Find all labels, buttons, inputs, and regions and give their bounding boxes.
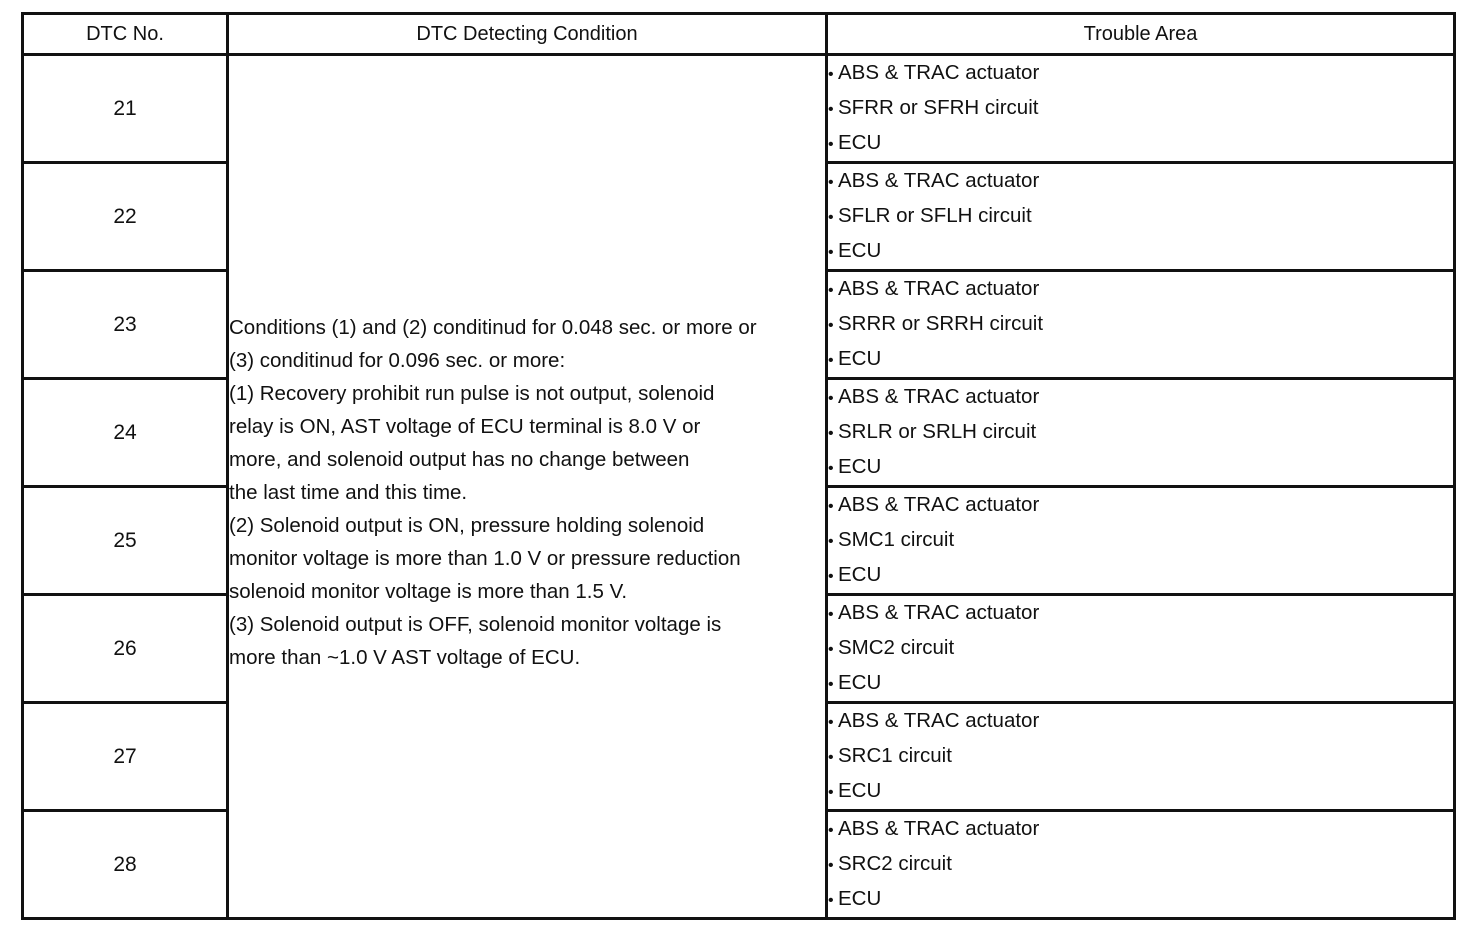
trouble-area-item: • ABS & TRAC actuator bbox=[828, 596, 1453, 631]
trouble-area-item: • ECU bbox=[828, 666, 1453, 701]
dtc-code: 28 bbox=[23, 811, 228, 919]
trouble-area-cell bbox=[827, 163, 1455, 271]
dtc-code: 23 bbox=[23, 271, 228, 379]
trouble-area-item: • SMC1 circuit bbox=[828, 523, 1453, 558]
trouble-area-item: • ECU bbox=[828, 126, 1453, 161]
bullet-icon: • bbox=[828, 282, 834, 299]
trouble-area-item: • ECU bbox=[828, 558, 1453, 593]
condition-line: relay is ON, AST voltage of ECU terminal is 8.0 V or bbox=[229, 415, 701, 438]
condition-line: (1) Recovery prohibit run pulse is not output, solenoid bbox=[229, 382, 715, 405]
condition-line: Conditions (1) and (2) conditinud for 0.048 sec. or more or bbox=[229, 316, 757, 339]
dtc-code: 21 bbox=[23, 55, 228, 163]
trouble-area-item: • ABS & TRAC actuator bbox=[828, 488, 1453, 523]
dtc-code: 24 bbox=[23, 379, 228, 487]
trouble-area-item: • SRLR or SRLH circuit bbox=[828, 415, 1453, 450]
bullet-icon: • bbox=[828, 317, 834, 334]
trouble-area-item: • ABS & TRAC actuator bbox=[828, 380, 1453, 415]
bullet-icon: • bbox=[828, 857, 834, 874]
trouble-area-item: • SRC1 circuit bbox=[828, 739, 1453, 774]
trouble-area-item: • ECU bbox=[828, 234, 1453, 269]
bullet-icon: • bbox=[828, 892, 834, 909]
trouble-area-item: • SRC2 circuit bbox=[828, 847, 1453, 882]
dtc-code: 27 bbox=[23, 703, 228, 811]
trouble-area-item: • ABS & TRAC actuator bbox=[828, 812, 1453, 847]
bullet-icon: • bbox=[828, 641, 834, 658]
condition-line: more, and solenoid output has no change between bbox=[229, 448, 690, 471]
condition-line: more than ~1.0 V AST voltage of ECU. bbox=[229, 646, 581, 669]
bullet-icon: • bbox=[828, 460, 834, 477]
trouble-area-item: • ABS & TRAC actuator bbox=[828, 56, 1453, 91]
dtc-code: 26 bbox=[23, 595, 228, 703]
trouble-area-item: • ECU bbox=[828, 774, 1453, 809]
table-row bbox=[23, 55, 1455, 163]
bullet-icon: • bbox=[828, 676, 834, 693]
bullet-icon: • bbox=[828, 498, 834, 515]
trouble-area-item: • ABS & TRAC actuator bbox=[828, 272, 1453, 307]
bullet-icon: • bbox=[828, 749, 834, 766]
trouble-area-cell bbox=[827, 595, 1455, 703]
trouble-area-cell bbox=[827, 271, 1455, 379]
bullet-icon: • bbox=[828, 66, 834, 83]
condition-line: (2) Solenoid output is ON, pressure holding solenoid bbox=[229, 514, 705, 537]
detecting-condition-cell bbox=[228, 55, 827, 919]
bullet-icon: • bbox=[828, 352, 834, 369]
bullet-icon: • bbox=[828, 533, 834, 550]
trouble-area-item: • ABS & TRAC actuator bbox=[828, 164, 1453, 199]
bullet-icon: • bbox=[828, 568, 834, 585]
bullet-icon: • bbox=[828, 606, 834, 623]
bullet-icon: • bbox=[828, 784, 834, 801]
trouble-area-cell bbox=[827, 703, 1455, 811]
bullet-icon: • bbox=[828, 136, 834, 153]
condition-line: solenoid monitor voltage is more than 1.5 V. bbox=[229, 580, 628, 603]
header-row bbox=[23, 14, 1455, 55]
condition-line: (3) conditinud for 0.096 sec. or more: bbox=[229, 349, 566, 372]
bullet-icon: • bbox=[828, 714, 834, 731]
trouble-area-item: • ECU bbox=[828, 450, 1453, 485]
header-dtc-no: DTC No. bbox=[23, 14, 228, 55]
header-trouble-area: Trouble Area bbox=[827, 14, 1455, 55]
bullet-icon: • bbox=[828, 244, 834, 261]
trouble-area-item: • ECU bbox=[828, 882, 1453, 917]
bullet-icon: • bbox=[828, 822, 834, 839]
trouble-area-item: • SFRR or SFRH circuit bbox=[828, 91, 1453, 126]
trouble-area-item: • SMC2 circuit bbox=[828, 631, 1453, 666]
bullet-icon: • bbox=[828, 174, 834, 191]
dtc-code: 25 bbox=[23, 487, 228, 595]
trouble-area-cell bbox=[827, 811, 1455, 919]
trouble-area-cell bbox=[827, 379, 1455, 487]
trouble-area-item: • SRRR or SRRH circuit bbox=[828, 307, 1453, 342]
trouble-area-cell bbox=[827, 487, 1455, 595]
trouble-area-item: • ECU bbox=[828, 342, 1453, 377]
condition-line: (3) Solenoid output is OFF, solenoid monitor voltage is bbox=[229, 613, 722, 636]
condition-line: monitor voltage is more than 1.0 V or pressure reduction bbox=[229, 547, 741, 570]
bullet-icon: • bbox=[828, 425, 834, 442]
trouble-area-item: • ABS & TRAC actuator bbox=[828, 704, 1453, 739]
dtc-table bbox=[21, 12, 1456, 920]
condition-line: the last time and this time. bbox=[229, 481, 468, 504]
bullet-icon: • bbox=[828, 209, 834, 226]
dtc-code: 22 bbox=[23, 163, 228, 271]
trouble-area-item: • SFLR or SFLH circuit bbox=[828, 199, 1453, 234]
dtc-document bbox=[21, 12, 1453, 920]
header-detecting-condition: DTC Detecting Condition bbox=[228, 14, 827, 55]
bullet-icon: • bbox=[828, 101, 834, 118]
bullet-icon: • bbox=[828, 390, 834, 407]
trouble-area-cell bbox=[827, 55, 1455, 163]
